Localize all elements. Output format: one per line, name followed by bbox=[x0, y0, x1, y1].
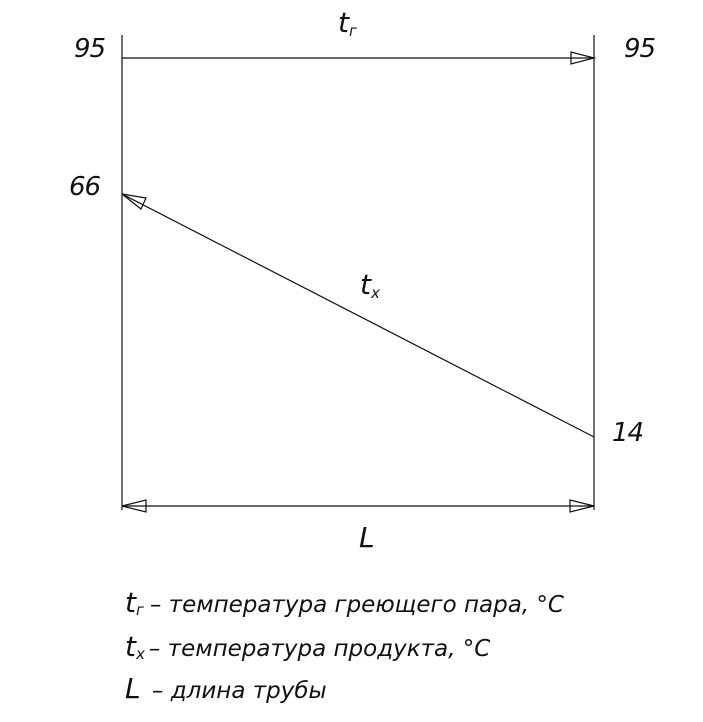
product-temperature-line bbox=[122, 194, 594, 437]
legend-length-text: – длина трубы bbox=[144, 678, 327, 704]
legend-product-text: – температура продукта, °С bbox=[148, 636, 491, 662]
legend-item-product bbox=[125, 630, 490, 663]
legend-product-subscript: x bbox=[135, 645, 145, 663]
legend-product-symbol: t bbox=[125, 630, 136, 663]
legend-item-length bbox=[125, 672, 327, 705]
product-symbol: t bbox=[360, 268, 371, 301]
legend-steam-subscript: г bbox=[135, 601, 144, 619]
product-subscript: x bbox=[370, 284, 380, 302]
left-top-value: 95 bbox=[74, 34, 106, 64]
length-label: L bbox=[359, 521, 375, 554]
steam-symbol: t bbox=[338, 6, 349, 39]
right-bottom-value: 14 bbox=[612, 418, 644, 448]
left-mid-value: 66 bbox=[69, 172, 101, 202]
steam-temperature-label bbox=[338, 6, 357, 40]
legend bbox=[125, 586, 564, 705]
steam-subscript: г bbox=[348, 22, 357, 40]
legend-steam-text: – температура греющего пара, °С bbox=[149, 592, 564, 618]
right-top-value: 95 bbox=[624, 34, 656, 64]
product-temperature-label bbox=[360, 268, 380, 302]
legend-length-symbol: L bbox=[125, 672, 141, 705]
legend-steam-symbol: t bbox=[125, 586, 136, 619]
legend-item-steam bbox=[125, 586, 564, 619]
product-arrowhead-left bbox=[122, 194, 146, 209]
